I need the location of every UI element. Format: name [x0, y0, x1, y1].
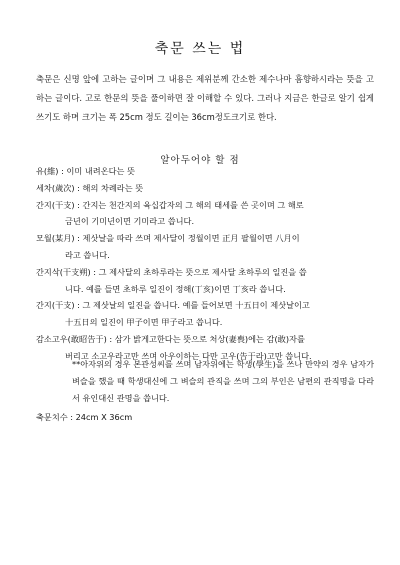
definition-item	[36, 297, 374, 331]
definition-item	[36, 197, 374, 231]
intro-paragraph: 축문은 신명 앞에 고하는 글이며 그 내용은 제위분께 간소한 제수나마 흠향하시라는 뜻을 고하는 글이다. 고로 한문의 뜻을 풀이하면 잘 이해할 수 있다. 그러나 지금은 한글로 알기 쉽게 쓰기도 하며 크기는 폭 25cm 정도 길이는 36cm정도크기로 한다.	[36, 74, 374, 122]
definition-item	[36, 264, 374, 298]
definition-continuation: 十五日의 일진이 甲子이면 甲子라고 씁니다.	[65, 317, 223, 328]
definition-list	[36, 163, 374, 365]
definition-text: 간지삭(干支朔) : 그 제사달의 초하루라는 뜻으로 제사달 초하루의 일진을 씁	[36, 266, 307, 277]
definition-item	[36, 180, 374, 197]
definition-continuation: 버리고 소고우라고만 쓰며 아우이하는 다만 고우(告于라)고만 씁니다.	[65, 350, 312, 361]
size-line: 축문치수 : 24cm X 36cm	[36, 412, 133, 422]
definition-continuation: 라고 씁니다.	[65, 249, 110, 260]
note-paragraph: **아자위의 경우 본관성씨를 쓰며 남자위에는 학생(學生)을 쓰나 만약의 경우 남자가 벼슬을 했을 때 학생대신에 그 벼슬의 관직을 쓰며 그의 부인은 남편의 관직명을 다라서 유인대신 관명을 씁니다.	[72, 359, 374, 403]
section-subtitle: 알아두어야 할 점	[160, 155, 240, 166]
definition-continuation: 금년이 기미년이면 기미라고 씁니다.	[65, 216, 195, 227]
definition-text: 감소고우(敢昭告于) : 삼가 밝게고한다는 뜻으로 처상(妻喪)에는 감(敢)자를	[36, 333, 305, 344]
definition-item	[36, 163, 374, 180]
definition-text: 모월(某月) : 제삿날을 따라 쓰며 제사달이 정월이면 正月 팔월이면 八月이	[36, 233, 300, 244]
definition-text: 세차(歲次) : 해의 차례라는 뜻	[36, 182, 144, 193]
definition-text: 간지(干支) : 간지는 천간지의 육십갑자의 그 해의 태세를 쓴 곳이며 그 해로	[36, 199, 304, 210]
definition-continuation: 니다. 예를 들면 초하루 일진이 정해(丁亥)이면 丁亥라 씁니다.	[65, 283, 286, 294]
page-title: 축문 쓰는 법	[154, 41, 246, 57]
definition-text: 유(維) : 이미 내려온다는 뜻	[36, 166, 135, 176]
definition-item	[36, 230, 374, 264]
definition-text: 간지(干支) : 그 제삿날의 일진을 씁니다. 예를 들어보면 十五日이 제삿날이고	[36, 300, 310, 311]
